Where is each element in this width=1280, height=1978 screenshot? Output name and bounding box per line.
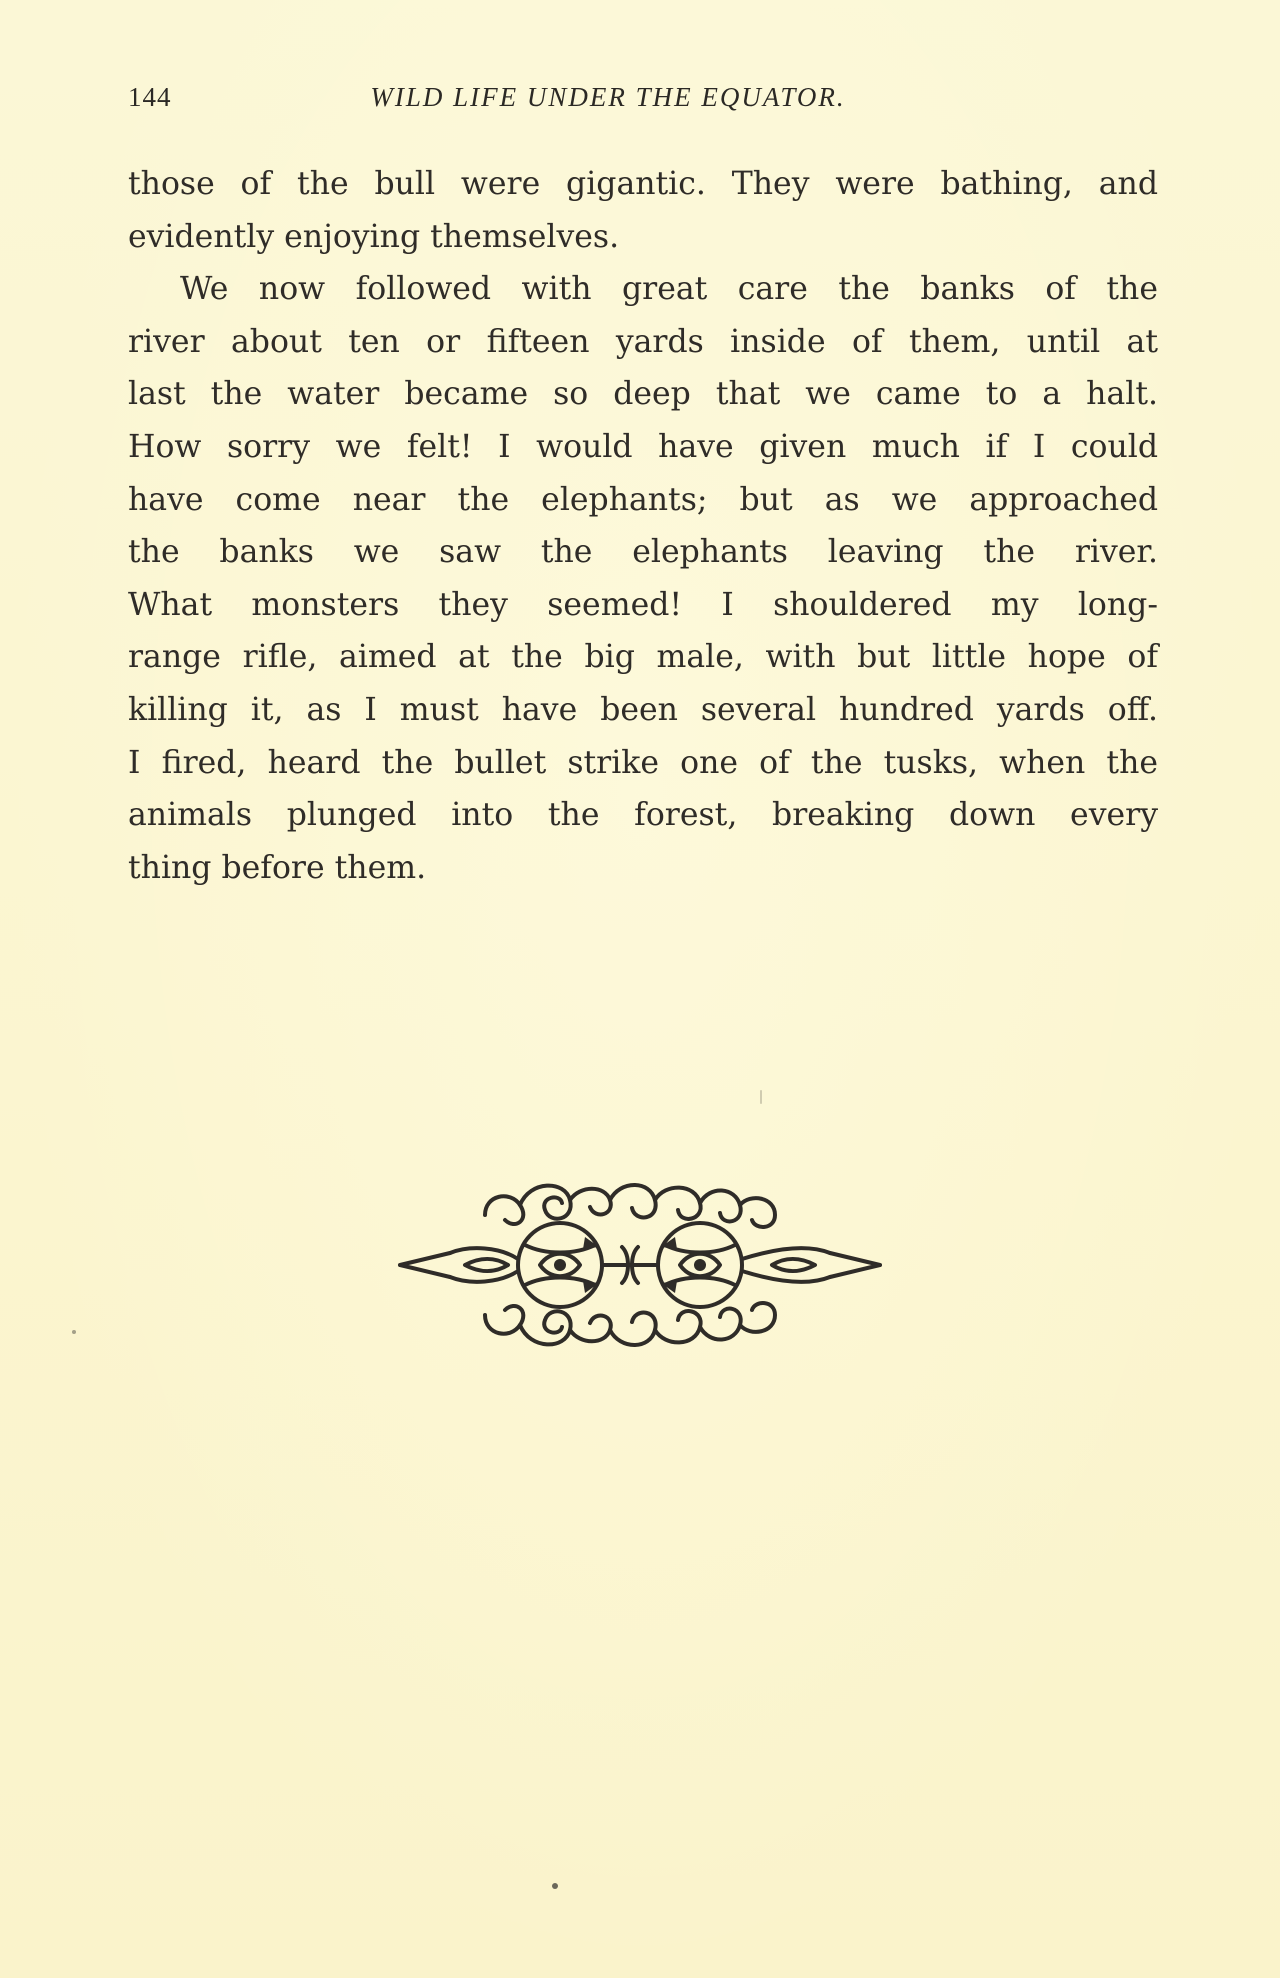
text-line: We now followed with great care the banks of the xyxy=(180,271,1158,308)
text-line: last the water became so deep that we came to a halt. xyxy=(128,376,1158,413)
text-line: have come near the elephants; but as we approached xyxy=(128,481,1158,518)
text-line: What monsters they seemed! I shouldered my long- xyxy=(128,586,1158,623)
decorative-tailpiece-ornament-icon xyxy=(390,1175,890,1355)
running-head xyxy=(128,82,1158,122)
text-line: those of the bull were gigantic. They were bathing, and xyxy=(128,166,1158,202)
text-line: range rifle, aimed at the big male, with but little hope of xyxy=(128,639,1158,676)
text-line: evidently enjoying themselves. xyxy=(128,218,620,255)
text-line: river about ten or fifteen yards inside of them, until at xyxy=(128,323,1158,360)
paper-speck xyxy=(760,1090,762,1104)
text-line: How sorry we felt! I would have given much if I could xyxy=(128,428,1158,465)
running-title: WILD LIFE UNDER THE EQUATOR. xyxy=(370,82,846,112)
page-number: 144 xyxy=(128,82,172,112)
text-line: killing it, as I must have been several hundred yards off. xyxy=(128,691,1158,728)
paper-speck xyxy=(72,1330,76,1334)
paper-speck xyxy=(552,1883,558,1889)
text-line: thing before them. xyxy=(128,849,427,886)
text-line: animals plunged into the forest, breaking down every xyxy=(128,797,1158,834)
body-text xyxy=(128,158,1158,894)
text-line: I fired, heard the bullet strike one of the tusks, when the xyxy=(128,744,1158,781)
text-line: the banks we saw the elephants leaving the river. xyxy=(128,534,1158,571)
